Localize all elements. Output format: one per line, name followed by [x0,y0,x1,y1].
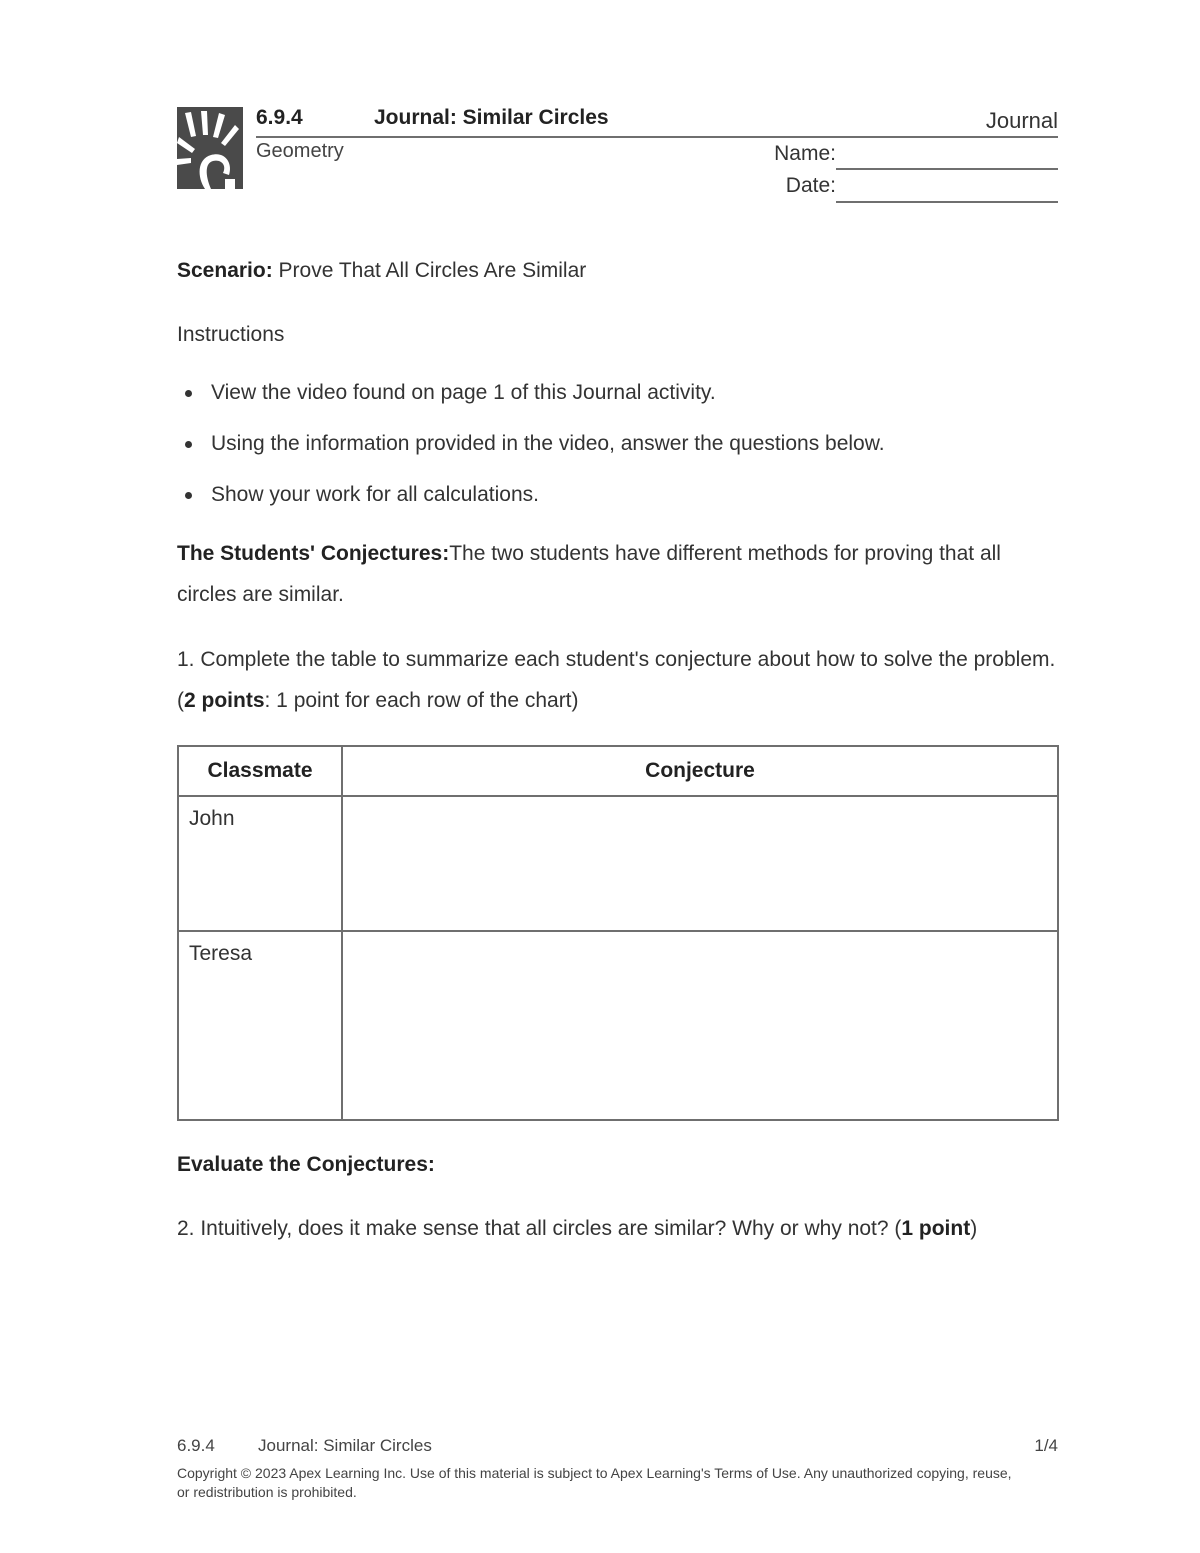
copyright-notice: Copyright © 2023 Apex Learning Inc. Use of this material is subject to Apex Learning's Terms of Use. Any unauthorized copying, reuse, or redistribution is prohibited. [177,1465,1012,1500]
subject: Geometry [256,140,344,162]
scenario-line [177,250,1058,291]
conjecture-table [177,745,1059,1121]
question-2-text: 2. Intuitively, does it make sense that all circles are similar? Why or why not? ( [177,1217,902,1240]
table-row [178,931,1058,1120]
question-1 [177,639,1058,721]
lesson-title: Journal: Similar Circles [374,106,609,129]
question-2-tail: ) [970,1217,978,1240]
header-rule [256,136,1058,138]
table-row [178,796,1058,931]
scenario-text: Prove That All Circles Are Similar [272,259,587,282]
name-label: Name: [774,142,836,165]
footer-page-number: 1/4 [1034,1436,1058,1455]
question-1-text: 1. Complete the table to summarize each student's conjecture about how to solve the problem. ( [177,648,1056,712]
date-label: Date: [785,174,836,197]
date-field-line[interactable] [836,201,1058,203]
lesson-number: 6.9.4 [256,106,303,129]
document-type: Journal [985,108,1058,133]
name-field-line[interactable] [836,168,1058,170]
instruction-item: View the video found on page 1 of this Journal activity. [177,372,1058,423]
conjecture-cell[interactable] [342,931,1058,1120]
evaluate-heading: Evaluate the Conjectures: [177,1153,435,1176]
footer-lesson-title: Journal: Similar Circles [258,1436,432,1455]
table-header-row [178,746,1058,796]
conjectures-text: The two students have different methods for proving that all circles are similar. [177,542,1001,606]
header-conjecture: Conjecture [342,746,1058,796]
instructions-list [177,372,1058,525]
question-2-points: 1 point [901,1217,971,1240]
instruction-item: Using the information provided in the video, answer the questions below. [177,423,1058,474]
scenario-label: Scenario: [177,259,273,282]
instruction-item: Show your work for all calculations. [177,474,1058,525]
instructions-heading: Instructions [177,323,285,346]
question-1-tail: : 1 point for each row of the chart) [264,689,579,712]
conjectures-label: The Students' Conjectures: [177,542,450,565]
conjecture-cell[interactable] [342,796,1058,931]
classmate-cell: Teresa [178,931,342,1120]
question-2 [177,1208,1058,1249]
classmate-cell: John [178,796,342,931]
footer-lesson-number: 6.9.4 [177,1436,215,1455]
header-classmate: Classmate [178,746,342,796]
question-1-points: 2 points [184,689,265,712]
apex-learning-logo [177,107,243,189]
conjectures-paragraph [177,533,1058,615]
